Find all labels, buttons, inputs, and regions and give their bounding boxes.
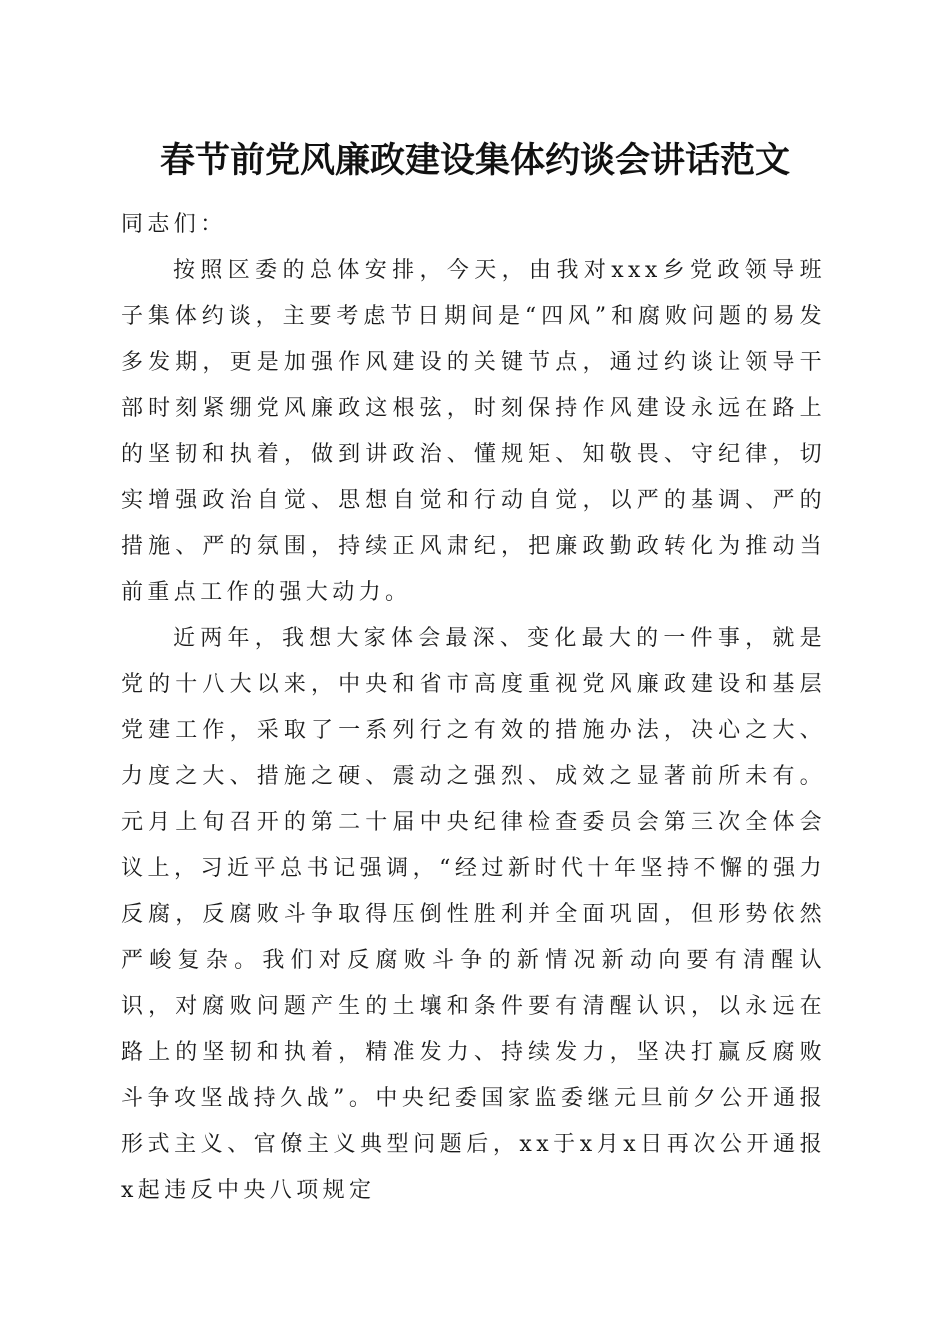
paragraph-2: 近两年，我想大家体会最深、变化最大的一件事，就是党的十八大以来，中央和省市高度重视党风廉政建设和基层党建工作，采取了一系列行之有效的措施办法，决心之大、力度之大、措施之硬、震动之强烈、成效之显著前所未有。元月上旬召开的第二十届中央纪律检查委员会第三次全体会议上，习近平总书记强调，“经过新时代十年坚持不懈的强力反腐，反腐败斗争取得压倒性胜利并全面巩固，但形势依然严峻复杂。我们对反腐败斗争的新情况新动向要有清醒认识，对腐败问题产生的土壤和条件要有清醒认识，以永远在路上的坚韧和执着，精准发力、持续发力，坚决打赢反腐败斗争攻坚战持久战”。中央纪委国家监委继元旦前夕公开通报形式主义、官僚主义典型问题后，xx于x月x日再次公开通报x起违反中央八项规定: [121, 626, 826, 1203]
paragraph-1: 按照区委的总体安排，今天，由我对xxx乡党政领导班子集体约谈，主要考虑节日期间是“四风”和腐败问题的易发多发期，更是加强作风建设的关键节点，通过约谈让领导干部时刻紧绷党风廉政这根弦，时刻保持作风建设永远在路上的坚韧和执着，做到讲政治、懂规矩、知敬畏、守纪律，切实增强政治自觉、思想自觉和行动自觉，以严的基调、严的措施、严的氛围，持续正风肃纪，把廉政勤政转化为推动当前重点工作的强大动力。: [121, 258, 826, 605]
salutation: 同志们：: [121, 212, 227, 237]
document-title: 春节前党风廉政建设集体约谈会讲话范文: [159, 140, 790, 181]
document-body: [121, 202, 826, 1214]
